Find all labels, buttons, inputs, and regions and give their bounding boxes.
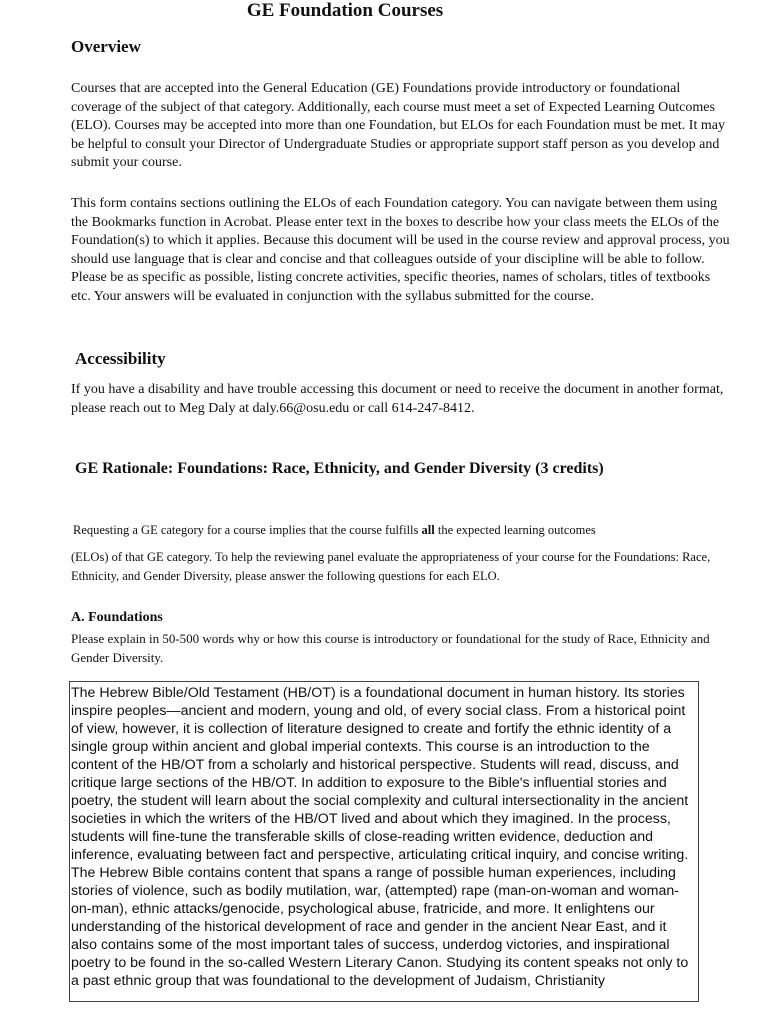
rationale-heading: GE Rationale: Foundations: Race, Ethnicity, and Gender Diversity (3 credits)	[75, 460, 604, 477]
request-text-bold: all	[421, 523, 435, 537]
request-text-after: the expected learning outcomes	[434, 523, 596, 537]
rationale-request-line	[73, 523, 596, 538]
rationale-request-continued: (ELOs) of that GE category. To help the reviewing panel evaluate the appropriateness of your course for the Foundations: Race, Ethnicity, and Gender Diversity, please answer the following questions for each ELO.	[71, 550, 711, 583]
accessibility-text: If you have a disability and have trouble accessing this document or need to receive the document in another format, please reach out to Meg Daly at daly.66@osu.edu or call 614-247-8412.	[71, 382, 724, 416]
page-title: GE Foundation Courses	[246, 0, 444, 21]
overview-paragraph-1: Courses that are accepted into the General Education (GE) Foundations provide introductory or foundational coverage of the subject of that category. Additionally, each course must meet a set of Expected Learning Outcomes (ELO). Courses may be accepted into more than one Foundation, but ELOs for each Foundation must be met. It may be helpful to consult your Director of Undergraduate Studies or appropriate support staff person as you develop and submit your course.	[71, 81, 725, 171]
foundations-heading: A. Foundations	[71, 610, 163, 625]
overview-paragraph-2: This form contains sections outlining the ELOs of each Foundation category. You can navigate between them using the Bookmarks function in Acrobat. Please enter text in the boxes to describe how your class meets the ELOs of the Foundation(s) to which it applies. Because this document will be used in the course review and approval process, you should use language that is clear and concise and that colleagues outside of your discipline will be able to follow. Please be as specific as possible, listing concrete activities, specific theories, names of scholars, titles of textbooks etc. Your answers will be evaluated in conjunction with the syllabus submitted for the course.	[71, 196, 730, 304]
overview-heading: Overview	[71, 37, 141, 56]
request-text-before: Requesting a GE category for a course implies that the course fulfills	[73, 523, 422, 537]
accessibility-heading: Accessibility	[75, 349, 166, 368]
foundations-answer-field[interactable]	[69, 681, 699, 1002]
foundations-answer-text[interactable]: The Hebrew Bible/Old Testament (HB/OT) is a foundational document in human history. Its stories inspire peoples—ancient and modern, young and old, of every social class. From a historical point of view, however, it is collection of literature designed to create and fortify the ethnic identity of a single group within ancient and global imperial contexts. This course is an introduction to the content of the HB/OT from a scholarly and historical perspective. Students will read, discuss, and critique large sections of the HB/OT. In addition to exposure to the Bible's influential stories and poetry, the student will learn about the social complexity and cultural intersectionality in the ancient societies in which the writers of the HB/OT lived and about which they imagined. In the process, students will fine-tune the transferable skills of close-reading written evidence, deduction and inference, evaluating between fact and perspective, articulating critical inquiry, and concise writing. The Hebrew Bible contains content that spans a range of possible human experiences, including stories of violence, such as bodily mutilation, war, (attempted) rape (man-on-woman and woman-on-man), ethnic attacks/genocide, psychological abuse, fratricide, and more. It enlightens our understanding of the historical development of race and gender in the ancient Near East, and it also contains some of the most important tales of success, underdog victories, and inspirational poetry to be found in the so-called Western Literary Canon. Studying its content speaks not only to a past ethnic group that was foundational to the development of Judaism, Christianity	[71, 685, 689, 989]
foundations-prompt: Please explain in 50-500 words why or how this course is introductory or foundational for the study of Race, Ethnicity and Gender Diversity.	[71, 631, 710, 665]
